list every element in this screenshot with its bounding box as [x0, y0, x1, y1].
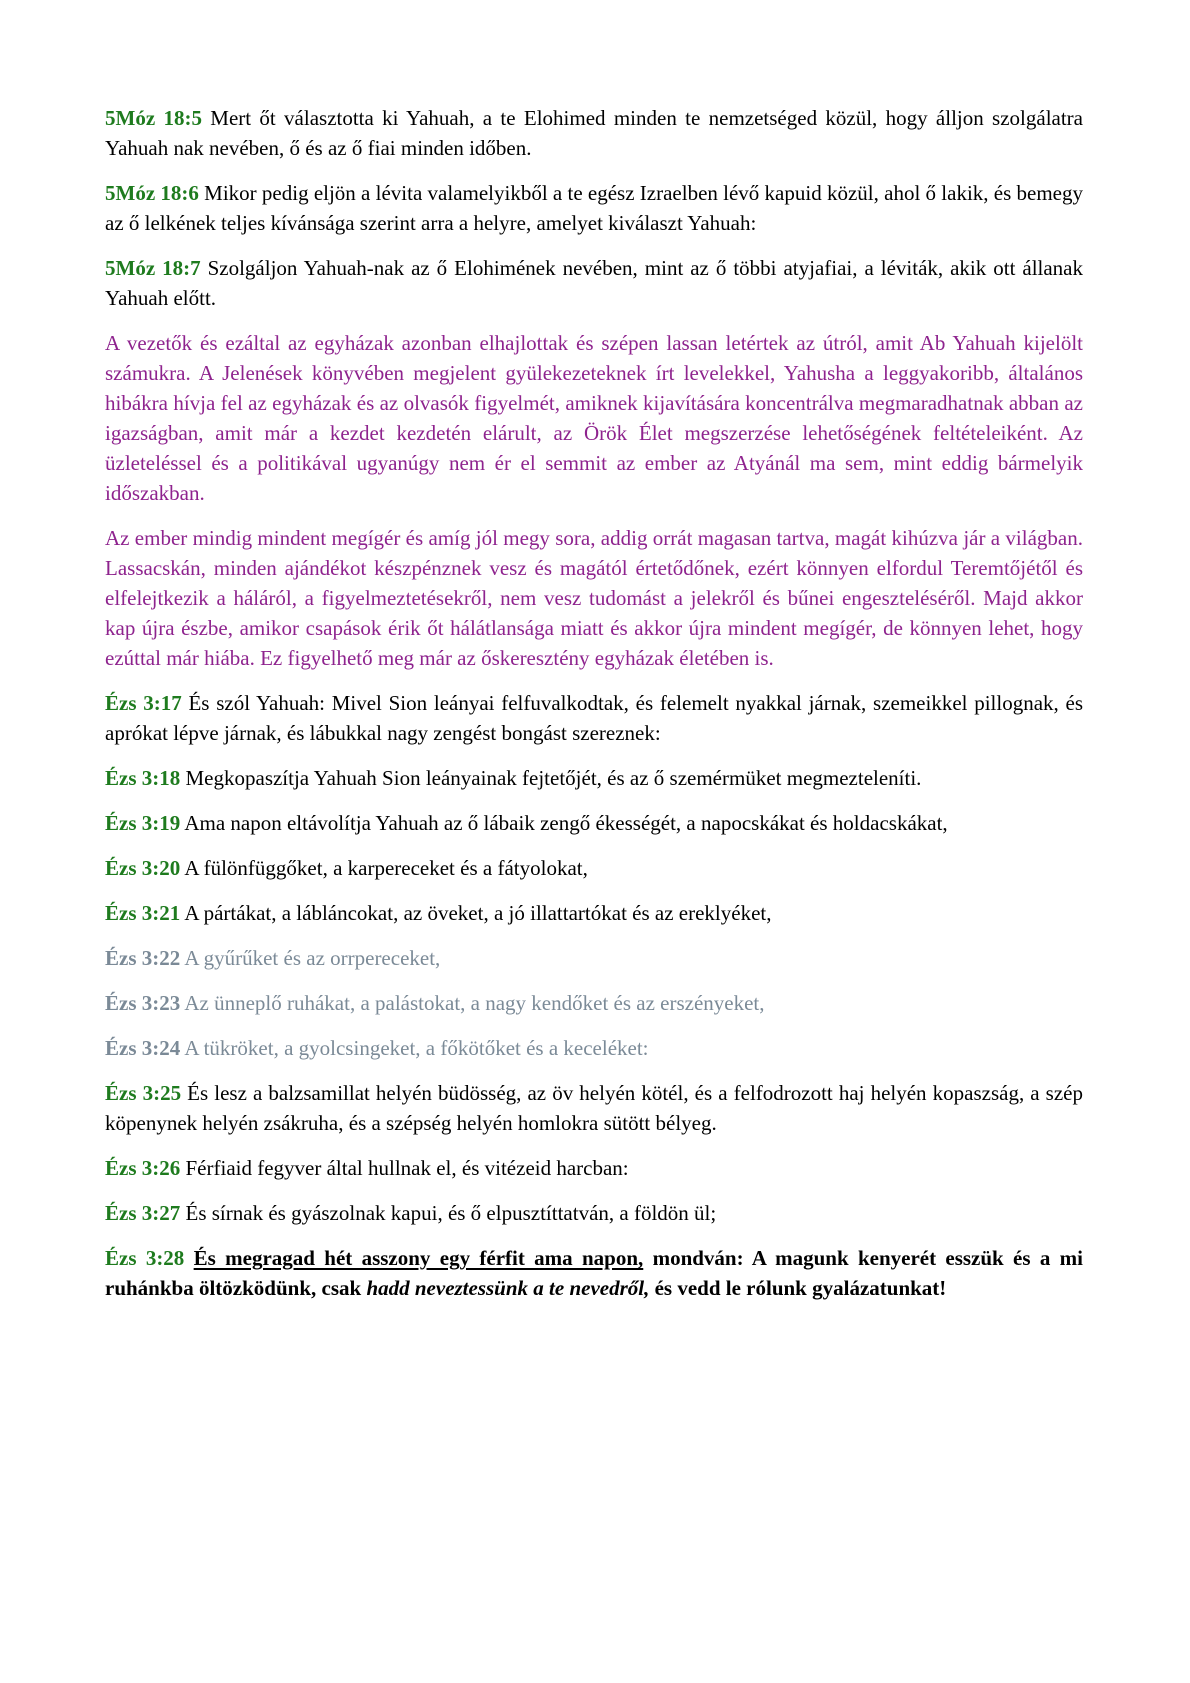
verse-paragraph [105, 988, 1083, 1018]
verse-text: Mert őt választotta ki Yahuah, a te Elohimed minden te nemzetséged közül, hogy álljon szolgálatra Yahuah nak nevében, ő és az ő fiai minden időben. [105, 106, 1083, 160]
verse-ref: Ézs 3:23 [105, 991, 181, 1015]
verse-paragraph [105, 763, 1083, 793]
verse-paragraph [105, 1033, 1083, 1063]
verse-ref: Ézs 3:18 [105, 766, 181, 790]
verse-ref: 5Móz 18:5 [105, 106, 202, 130]
verse-text: Az ünneplő ruhákat, a palástokat, a nagy kendőket és az erszényeket, [184, 991, 765, 1015]
verse-paragraph [105, 1078, 1083, 1138]
verse-ref: Ézs 3:22 [105, 946, 181, 970]
verse-text: és vedd le rólunk gyalázatunkat! [649, 1276, 947, 1300]
verse-ref: 5Móz 18:6 [105, 181, 199, 205]
verse-paragraph [105, 808, 1083, 838]
verse-text: A fülönfüggőket, a karpereceket és a fátyolokat, [184, 856, 588, 880]
verse-ref: Ézs 3:20 [105, 856, 181, 880]
verse-paragraph [105, 688, 1083, 748]
verse-text: A pártákat, a lábláncokat, az öveket, a jó illattartókat és az ereklyéket, [184, 901, 772, 925]
verse-paragraph-list [105, 103, 1083, 1303]
verse-paragraph [105, 1198, 1083, 1228]
verse-text: hadd neveztessünk a te nevedről, [366, 1276, 650, 1300]
verse-text: mondván: A magunk kenyerét esszük és a mi ruhánkba öltözködünk, csak [105, 1246, 1084, 1300]
verse-paragraph [105, 328, 1083, 508]
verse-text: A tükröket, a gyolcsingeket, a főkötőket és a keceléket: [184, 1036, 649, 1060]
verse-text: Megkopaszítja Yahuah Sion leányainak fejtetőjét, és az ő szemérmüket megmezteleníti. [185, 766, 922, 790]
verse-text: És sírnak és gyászolnak kapui, és ő elpusztíttatván, a földön ül; [185, 1201, 717, 1225]
verse-paragraph [105, 1153, 1083, 1183]
verse-ref: Ézs 3:26 [105, 1156, 181, 1180]
verse-text: Mikor pedig eljön a lévita valamelyikből a te egész Izraelben lévő kapuid közül, ahol ő lakik, és bemegy az ő lelkének teljes kívánsága szerint arra a helyre, amelyet kiválaszt Yahuah: [105, 181, 1084, 235]
verse-paragraph [105, 523, 1083, 673]
verse-text: És lesz a balzsamillat helyén büdösség, az öv helyén kötél, és a felfodrozott haj helyén kopaszság, a szép köpenynek helyén zsákruha, és a szépség helyén homlokra sütött bélyeg. [105, 1081, 1083, 1135]
verse-ref: Ézs 3:24 [105, 1036, 181, 1060]
verse-text: A gyűrűket és az orrpereceket, [184, 946, 441, 970]
verse-ref: Ézs 3:27 [105, 1201, 181, 1225]
verse-text: És megragad hét asszony egy férfit ama napon, [193, 1246, 644, 1270]
verse-paragraph [105, 1243, 1083, 1303]
verse-ref: Ézs 3:19 [105, 811, 181, 835]
verse-ref: Ézs 3:25 [105, 1081, 182, 1105]
verse-text: Szolgáljon Yahuah-nak az ő Elohimének nevében, mint az ő többi atyjafiai, a léviták, akik ott állanak Yahuah előtt. [105, 256, 1084, 310]
verse-text: Férfiaid fegyver által hullnak el, és vitézeid harcban: [185, 1156, 629, 1180]
verse-text: Az ember mindig mindent megígér és amíg jól megy sora, addig orrát magasan tartva, magát kihúzva jár a világban. Lassacskán, minden ajándékot készpénznek vesz és magától értetődőnek, ezért könnyen elfordul Teremtőjétől és elfelejtkezik a háláról, a figyelmeztetésekről, nem vesz tudomást a jelekről és bűnei engeszteléséről. Majd akkor kap újra észbe, amikor csapások érik őt hálátlansága miatt és akkor újra mindent megígér, de könnyen lehet, hogy ezúttal már hiába. Ez figyelhető meg már az őskeresztény egyházak életében is. [105, 526, 1083, 670]
verse-ref: Ézs 3:28 [105, 1246, 185, 1270]
verse-paragraph [105, 178, 1083, 238]
verse-ref: 5Móz 18:7 [105, 256, 201, 280]
verse-paragraph [105, 103, 1083, 163]
verse-ref: Ézs 3:17 [105, 691, 182, 715]
verse-paragraph [105, 943, 1083, 973]
verse-paragraph [105, 853, 1083, 883]
verse-text: Ama napon eltávolítja Yahuah az ő lábaik zengő ékességét, a napocskákat és holdacskákat, [184, 811, 948, 835]
verse-paragraph [105, 253, 1083, 313]
verse-paragraph [105, 898, 1083, 928]
verse-ref: Ézs 3:21 [105, 901, 181, 925]
verse-text: És szól Yahuah: Mivel Sion leányai felfuvalkodtak, és felemelt nyakkal járnak, szemeikkel pillognak, és aprókat lépve járnak, és lábukkal nagy zengést bongást szereznek: [105, 691, 1084, 745]
verse-text: A vezetők és ezáltal az egyházak azonban elhajlottak és szépen lassan letértek az útról, amit Ab Yahuah kijelölt számukra. A Jelenések könyvében megjelent gyülekezeteknek írt levelekkel, Yahusha a leggyakoribb, általános hibákra hívja fel az egyházak és az olvasók figyelmét, amiknek kijavítására koncentrálva megmaradhatnak abban az igazságban, amit már a kezdet kezdetén elárult, az Örök Élet megszerzése lehetőségének feltételeiként. Az üzleteléssel és a politikával ugyanúgy nem ér el semmit az ember az Atyánál ma sem, mint eddig bármelyik időszakban. [105, 331, 1083, 505]
